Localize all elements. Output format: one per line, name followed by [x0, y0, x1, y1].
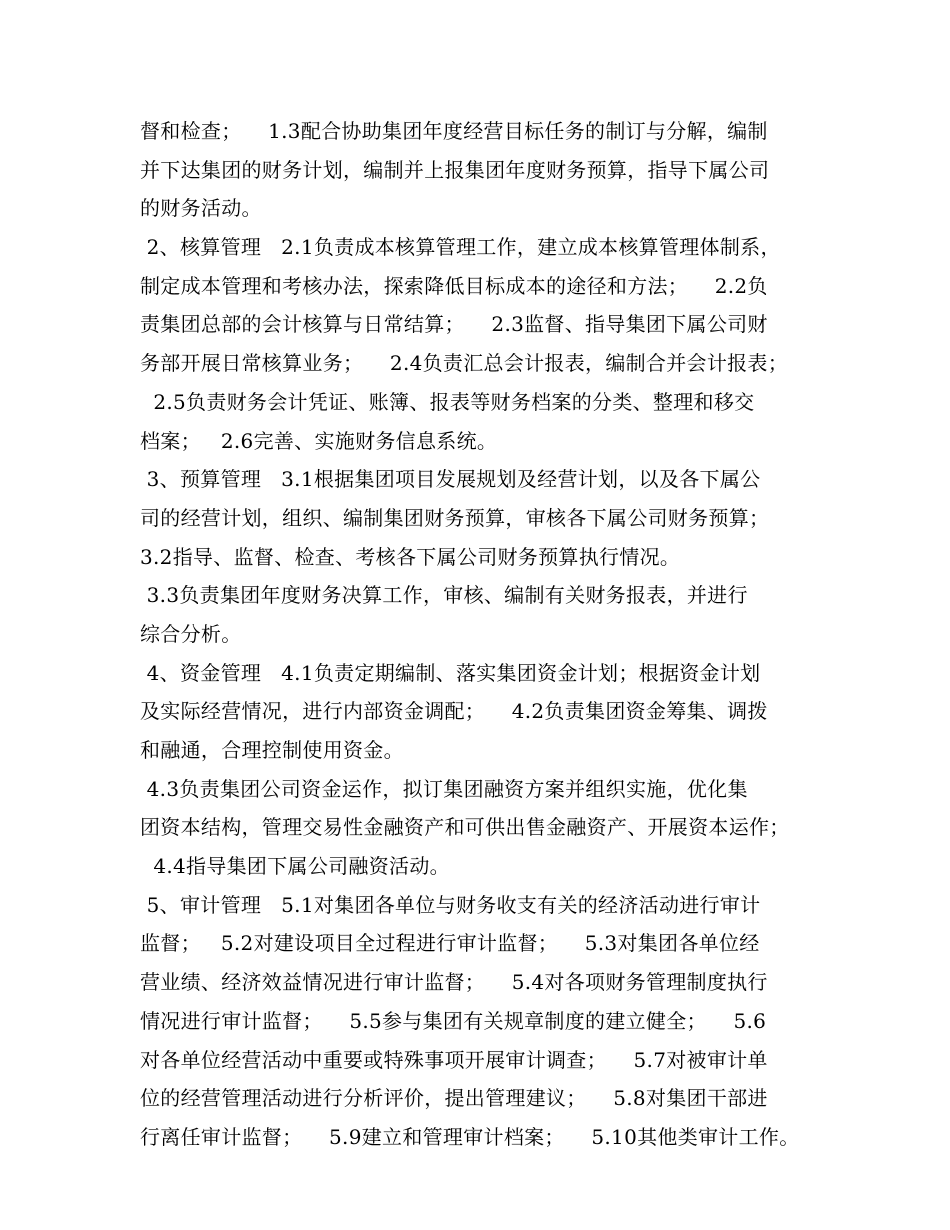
text-line: 和融通，合理控制使用资金。	[140, 738, 404, 762]
text-line: 及实际经营情况，进行内部资金调配； 4.2负责集团资金筹集、调拨	[140, 699, 768, 724]
text-line: 2、核算管理 2.1负责成本核算管理工作，建立成本核算管理体制系，	[140, 235, 781, 260]
text-line: 司的经营计划，组织、编制集团财务预算，审核各下属公司财务预算；	[140, 505, 770, 530]
text-line: 综合分析。	[140, 621, 242, 646]
text-line: 3.2指导、监督、检查、考核各下属公司财务预算执行情况。	[140, 544, 681, 569]
text-line: 5、审计管理 5.1对集团各单位与财务收支有关的经济活动进行审计	[140, 892, 761, 917]
text-line: 督和检查； 1.3配合协助集团年度经营目标任务的制订与分解，编制	[140, 119, 768, 143]
body-text	[140, 112, 840, 1157]
text-line: 并下达集团的财务计划，编制并上报集团年度财务预算，指导下属公司	[140, 157, 770, 182]
text-line: 的财务活动。	[140, 196, 262, 221]
text-line: 营业绩、经济效益情况进行审计监督； 5.4对各项财务管理制度执行	[140, 970, 768, 995]
text-line: 位的经营管理活动进行分析评价，提出管理建议； 5.8对集团干部进	[140, 1086, 768, 1111]
text-line: 务部开展日常核算业务； 2.4负责汇总会计报表，编制合并会计报表；	[140, 351, 789, 376]
text-line: 制定成本管理和考核办法，探索降低目标成本的途径和方法； 2.2负	[140, 273, 768, 298]
text-line: 监督； 5.2对建设项目全过程进行审计监督； 5.3对集团各单位经	[140, 931, 760, 956]
text-line: 对各单位经营活动中重要或特殊事项开展审计调查； 5.7对被审计单	[140, 1047, 768, 1072]
text-line: 4、资金管理 4.1负责定期编制、落实集团资金计划；根据资金计划	[140, 660, 761, 685]
text-line: 4.4指导集团下属公司融资活动。	[140, 854, 450, 879]
text-line: 3.3负责集团年度财务决算工作，审核、编制有关财务报表，并进行	[140, 583, 748, 608]
text-line: 2.5负责财务会计凭证、账簿、报表等财务档案的分类、整理和移交	[140, 389, 755, 414]
text-line: 责集团总部的会计核算与日常结算； 2.3监督、指导集团下属公司财	[140, 312, 768, 337]
text-line: 3、预算管理 3.1根据集团项目发展规划及经营计划，以及各下属公	[140, 467, 761, 492]
text-line: 档案； 2.6完善、实施财务信息系统。	[140, 428, 498, 453]
text-line: 团资本结构，管理交易性金融资产和可供出售金融资产、开展资本运作；	[140, 815, 790, 840]
text-line: 情况进行审计监督； 5.5参与集团有关规章制度的建立健全； 5.6	[140, 1008, 767, 1033]
text-line: 4.3负责集团公司资金运作，拟订集团融资方案并组织实施，优化集	[140, 776, 748, 801]
text-line: 行离任审计监督； 5.9建立和管理审计档案； 5.10其他类审计工作。	[140, 1124, 800, 1149]
